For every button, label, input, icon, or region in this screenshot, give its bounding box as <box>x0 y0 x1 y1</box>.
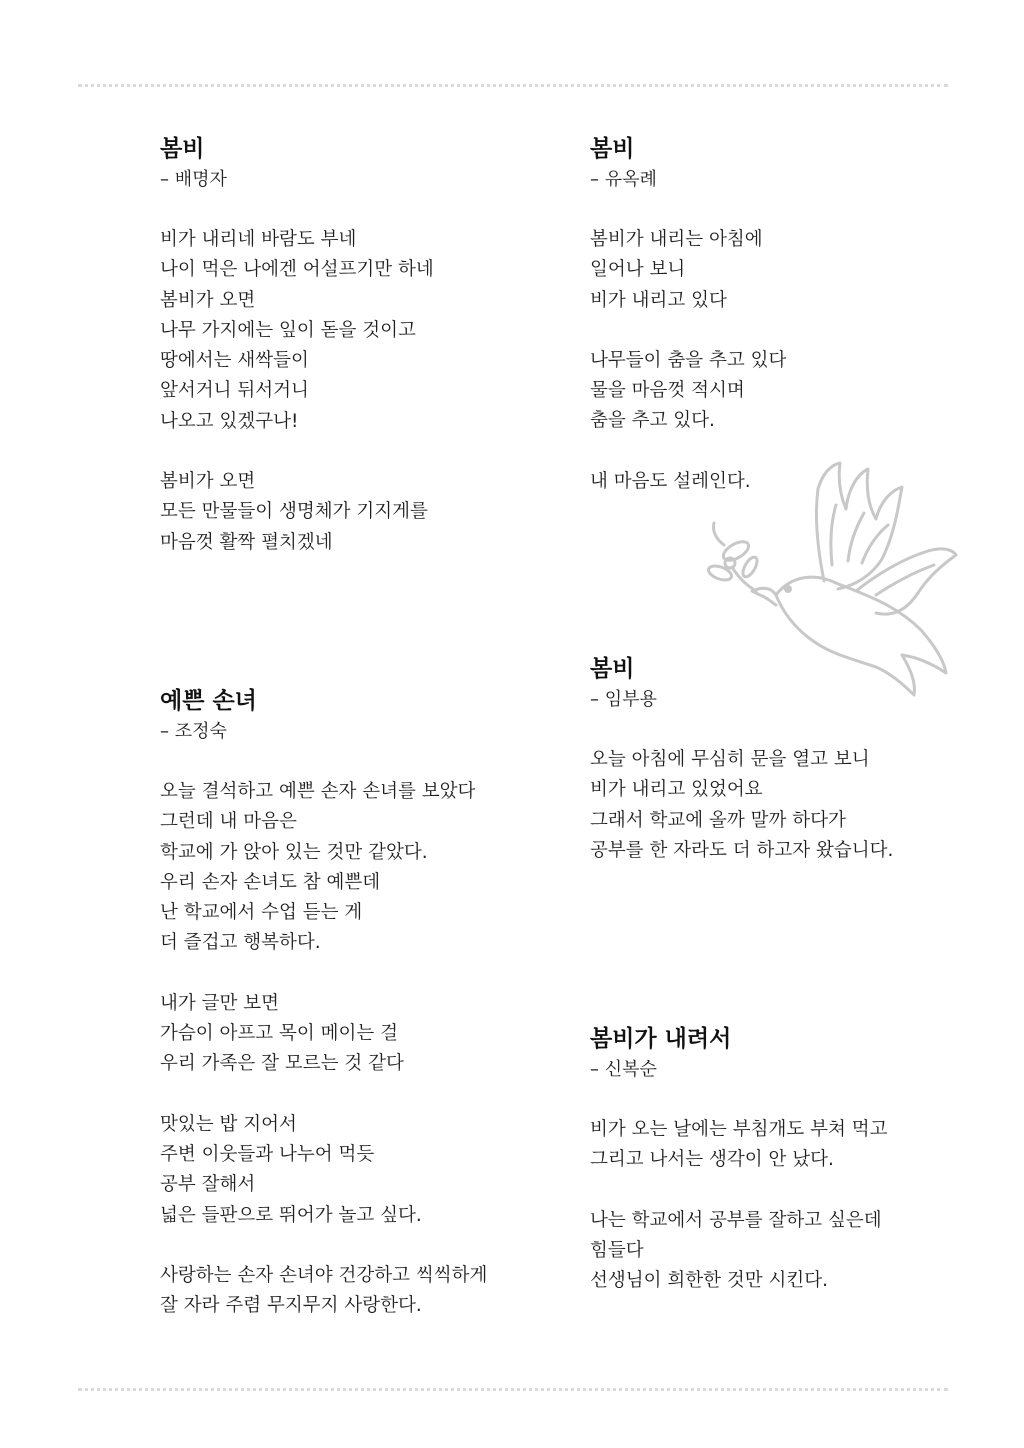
poem-line: 비가 오는 날에는 부침개도 부쳐 먹고 <box>590 1119 888 1140</box>
poem-author: – 임부용 <box>590 689 657 710</box>
poem-bomb-bae <box>160 133 560 588</box>
poem-title: 봄비 <box>590 136 635 162</box>
poem-stanza <box>160 1110 580 1231</box>
poem-stanza <box>160 225 560 437</box>
poem-stanza <box>160 989 580 1080</box>
poem-line: 오늘 결석하고 예쁜 손자 손녀를 보았다 <box>160 781 476 802</box>
poem-line: 나오고 있겠구나! <box>160 410 299 432</box>
poem-line: 나무들이 춤을 추고 있다 <box>590 349 787 371</box>
poem-author: – 조정숙 <box>160 721 227 742</box>
poem-line: 선생님이 희한한 것만 시킨다. <box>590 1270 828 1292</box>
poem-line: 잘 자라 주렴 무지무지 사랑한다. <box>160 1295 422 1317</box>
poem-line: 물을 마음껏 적시며 <box>590 380 745 402</box>
poem-line: 공부 잘해서 <box>160 1174 256 1196</box>
poem-line: 나는 학교에서 공부를 잘하고 싶은데 <box>590 1209 882 1231</box>
poem-author: – 신복순 <box>590 1059 657 1080</box>
poem-line: 나이 먹은 나에겐 어설프기만 하네 <box>160 259 434 281</box>
poem-line: 그리고 나서는 생각이 안 났다. <box>590 1149 834 1171</box>
poem-body <box>160 225 560 558</box>
poem-line: 오늘 아침에 무심히 문을 열고 보니 <box>590 749 870 770</box>
poem-line: 봄비가 오면 <box>160 471 256 493</box>
poem-bomb-im <box>590 653 990 896</box>
poem-stanza <box>590 745 990 866</box>
poem-granddaughter-jo <box>160 685 580 1351</box>
poem-line: 내가 글만 보면 <box>160 992 279 1014</box>
poem-spring-rain-shin <box>590 1023 990 1326</box>
poem-line: 나무 가지에는 잎이 돋을 것이고 <box>160 319 416 341</box>
poem-body <box>590 1115 990 1296</box>
poem-line: 모든 만물들이 생명체가 기지게를 <box>160 501 428 523</box>
poem-stanza <box>160 777 580 959</box>
poem-title: 봄비 <box>590 656 635 682</box>
poem-line: 주변 이웃들과 나누어 먹듯 <box>160 1143 375 1165</box>
poem-line: 힘들다 <box>590 1239 644 1261</box>
poem-stanza <box>590 1206 990 1297</box>
poem-line: 땅에서는 새싹들이 <box>160 350 309 372</box>
poem-line: 앞서거니 뒤서거니 <box>160 380 309 402</box>
poem-stanza <box>590 1115 990 1176</box>
poem-line: 마음껏 활짝 펼치겠네 <box>160 531 333 553</box>
poem-line: 우리 가족은 잘 모르는 것 같다 <box>160 1053 404 1075</box>
poem-line: 비가 내리고 있다 <box>590 289 727 311</box>
poem-stanza <box>590 225 990 316</box>
poem-line: 가슴이 아프고 목이 메이는 걸 <box>160 1023 398 1045</box>
poem-title: 봄비 <box>160 136 205 162</box>
poem-line: 그래서 학교에 올까 말까 하다가 <box>590 809 846 831</box>
bottom-dotted-divider <box>78 1388 948 1391</box>
poem-line: 그런데 내 마음은 <box>160 811 297 833</box>
poem-author: – 유옥례 <box>590 169 657 190</box>
poem-title: 예쁜 손녀 <box>160 688 257 714</box>
poem-body <box>160 777 580 1321</box>
poem-line: 우리 손자 손녀도 참 예쁜데 <box>160 871 381 893</box>
poem-line: 맛있는 밥 지어서 <box>160 1113 297 1135</box>
poem-stanza <box>590 346 990 437</box>
poem-line: 봄비가 오면 <box>160 289 256 311</box>
top-dotted-divider <box>78 84 948 87</box>
poem-author: – 배명자 <box>160 169 227 190</box>
poem-stanza <box>160 467 560 558</box>
poem-stanza <box>160 1261 580 1322</box>
poem-line: 공부를 한 자라도 더 하고자 왔습니다. <box>590 839 894 861</box>
poem-body <box>590 745 990 866</box>
poem-line: 봄비가 내리는 아침에 <box>590 229 763 250</box>
poem-line: 더 즐겁고 행복하다. <box>160 932 321 954</box>
poem-line: 춤을 추고 있다. <box>590 410 715 432</box>
poem-line: 내 마음도 설레인다. <box>590 470 751 492</box>
poem-title: 봄비가 내려서 <box>590 1026 732 1052</box>
poem-line: 넓은 들판으로 뛰어가 놀고 싶다. <box>160 1204 422 1226</box>
poem-line: 비가 내리네 바람도 부네 <box>160 229 357 250</box>
poem-line: 비가 내리고 있었어요 <box>590 779 763 801</box>
poem-line: 난 학교에서 수업 듣는 게 <box>160 902 363 924</box>
poem-line: 학교에 가 앉아 있는 것만 같았다. <box>160 841 428 863</box>
poem-line: 일어나 보니 <box>590 259 686 281</box>
poem-line: 사랑하는 손자 손녀야 건강하고 씩씩하게 <box>160 1264 488 1286</box>
